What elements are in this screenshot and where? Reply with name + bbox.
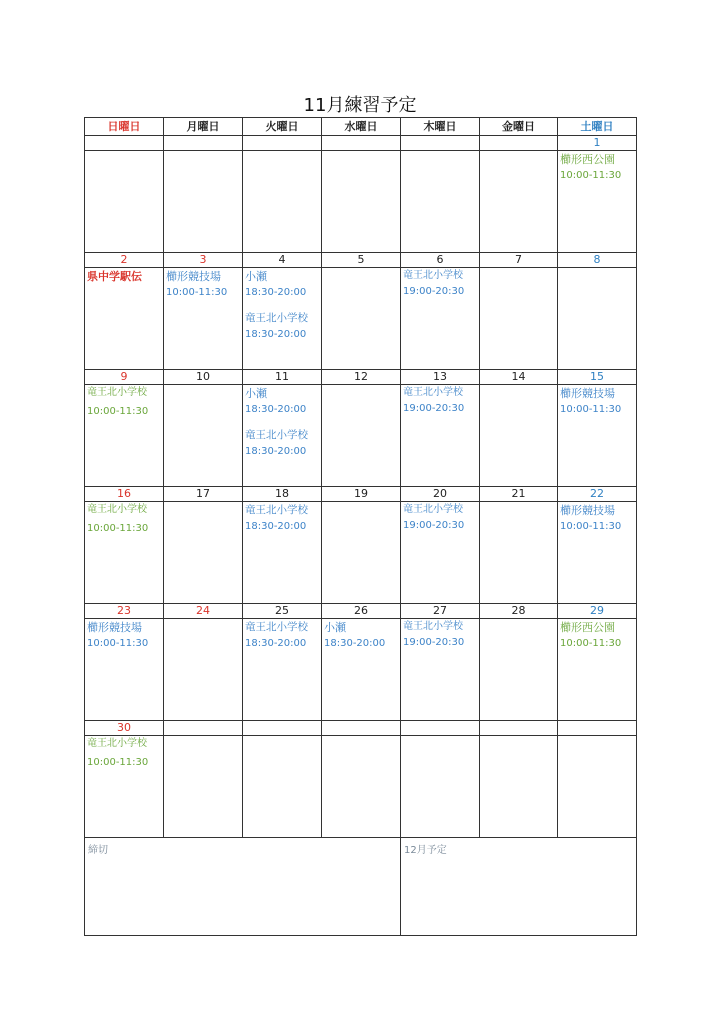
event-time: 10:00-11:30 bbox=[560, 170, 622, 181]
weekday-sat: 土曜日 bbox=[558, 118, 637, 136]
event-entry bbox=[401, 385, 479, 417]
event-location: 小瀬 bbox=[245, 270, 267, 283]
event-cell bbox=[164, 619, 243, 721]
date-cell: 5 bbox=[322, 253, 401, 268]
date-cell: 8 bbox=[558, 253, 637, 268]
event-cell bbox=[480, 151, 558, 253]
date-cell: 6 bbox=[401, 253, 480, 268]
week-1-events-row bbox=[85, 151, 637, 253]
event-cell bbox=[401, 151, 480, 253]
event-location: 小瀬 bbox=[324, 621, 346, 634]
event-cell bbox=[480, 268, 558, 370]
event-cell bbox=[243, 619, 322, 721]
event-cell bbox=[322, 619, 401, 721]
weekday-header-row bbox=[85, 118, 637, 136]
event-cell bbox=[322, 151, 401, 253]
week-4-date-row bbox=[85, 487, 637, 502]
week-6-events-row bbox=[85, 736, 637, 838]
date-cell bbox=[164, 721, 243, 736]
event-cell bbox=[558, 385, 637, 487]
event-entry bbox=[243, 385, 321, 460]
event-cell bbox=[243, 151, 322, 253]
date-cell: 27 bbox=[401, 604, 480, 619]
weekday-sun: 日曜日 bbox=[85, 118, 164, 136]
date-cell: 11 bbox=[243, 370, 322, 385]
event-time: 18:30-20:00 bbox=[245, 638, 307, 649]
event-cell bbox=[401, 619, 480, 721]
event-entry bbox=[243, 502, 321, 535]
event-location: 竜王北小学校 bbox=[87, 504, 147, 515]
week-2-date-row bbox=[85, 253, 637, 268]
event-cell bbox=[164, 268, 243, 370]
event-cell bbox=[322, 385, 401, 487]
event-cell bbox=[243, 385, 322, 487]
event-time: 18:30-20:00 bbox=[245, 446, 307, 457]
date-cell bbox=[164, 136, 243, 151]
date-cell: 16 bbox=[85, 487, 164, 502]
event-entry bbox=[401, 268, 479, 300]
event-cell bbox=[85, 151, 164, 253]
event-cell bbox=[558, 619, 637, 721]
event-time: 18:30-20:00 bbox=[245, 329, 307, 340]
weekday-wed: 水曜日 bbox=[322, 118, 401, 136]
event-cell bbox=[164, 502, 243, 604]
event-entry bbox=[85, 619, 163, 652]
date-cell: 1 bbox=[558, 136, 637, 151]
date-cell: 26 bbox=[322, 604, 401, 619]
weekday-fri: 金曜日 bbox=[480, 118, 558, 136]
week-6-date-row bbox=[85, 721, 637, 736]
event-location: 竜王北小学校 bbox=[403, 270, 463, 281]
event-entry bbox=[558, 151, 636, 184]
event-location: 竜王北小学校 bbox=[87, 387, 147, 398]
date-cell: 28 bbox=[480, 604, 558, 619]
event-entry bbox=[85, 385, 163, 421]
event-entry bbox=[558, 619, 636, 652]
date-cell bbox=[480, 136, 558, 151]
next-month-notes-cell bbox=[401, 838, 637, 936]
event-time: 18:30-20:00 bbox=[245, 287, 307, 298]
event-time: 10:00-11:30 bbox=[87, 523, 149, 534]
date-cell: 7 bbox=[480, 253, 558, 268]
event-entry bbox=[322, 619, 400, 652]
date-cell: 22 bbox=[558, 487, 637, 502]
event-cell bbox=[85, 268, 164, 370]
date-cell: 17 bbox=[164, 487, 243, 502]
event-entry bbox=[164, 268, 242, 301]
event-location: 竜王北小学校 bbox=[245, 312, 308, 324]
deadline-notes-cell bbox=[85, 838, 401, 936]
event-entry bbox=[85, 736, 163, 772]
event-cell bbox=[243, 736, 322, 838]
event-location: 櫛形競技場 bbox=[560, 387, 615, 400]
date-cell: 2 bbox=[85, 253, 164, 268]
date-cell: 14 bbox=[480, 370, 558, 385]
date-cell bbox=[243, 721, 322, 736]
date-cell: 10 bbox=[164, 370, 243, 385]
event-cell bbox=[85, 502, 164, 604]
event-cell bbox=[322, 268, 401, 370]
event-time: 19:00-20:30 bbox=[403, 637, 465, 648]
date-cell: 19 bbox=[322, 487, 401, 502]
date-cell bbox=[401, 136, 480, 151]
event-location: 櫛形競技場 bbox=[87, 621, 142, 634]
event-time: 19:00-20:30 bbox=[403, 286, 465, 297]
date-cell bbox=[401, 721, 480, 736]
date-cell bbox=[243, 136, 322, 151]
event-location: 竜王北小学校 bbox=[87, 738, 147, 749]
date-cell bbox=[322, 136, 401, 151]
event-location: 竜王北小学校 bbox=[403, 621, 463, 632]
week-1-date-row bbox=[85, 136, 637, 151]
event-cell bbox=[558, 268, 637, 370]
date-cell bbox=[322, 721, 401, 736]
event-time: 10:00-11:30 bbox=[560, 521, 622, 532]
event-cell bbox=[480, 619, 558, 721]
event-location: 櫛形西公園 bbox=[560, 621, 615, 634]
event-time: 19:00-20:30 bbox=[403, 520, 465, 531]
date-cell: 18 bbox=[243, 487, 322, 502]
event-cell bbox=[322, 736, 401, 838]
event-location: 竜王北小学校 bbox=[403, 504, 463, 515]
week-5-events-row bbox=[85, 619, 637, 721]
event-cell bbox=[243, 502, 322, 604]
date-cell bbox=[480, 721, 558, 736]
event-cell bbox=[401, 736, 480, 838]
event-entry bbox=[85, 502, 163, 538]
weekday-mon: 月曜日 bbox=[164, 118, 243, 136]
event-cell bbox=[401, 502, 480, 604]
event-cell bbox=[401, 268, 480, 370]
event-entry bbox=[85, 268, 163, 285]
event-time: 10:00-11:30 bbox=[560, 404, 622, 415]
event-time: 10:00-11:30 bbox=[560, 638, 622, 649]
date-cell: 24 bbox=[164, 604, 243, 619]
event-time: 18:30-20:00 bbox=[245, 404, 307, 415]
event-cell bbox=[164, 151, 243, 253]
date-cell: 4 bbox=[243, 253, 322, 268]
date-cell: 13 bbox=[401, 370, 480, 385]
event-location: 県中学駅伝 bbox=[87, 270, 142, 283]
event-cell bbox=[558, 151, 637, 253]
event-entry bbox=[558, 502, 636, 535]
date-cell: 30 bbox=[85, 721, 164, 736]
event-cell bbox=[164, 736, 243, 838]
event-entry bbox=[401, 502, 479, 534]
event-time: 18:30-20:00 bbox=[324, 638, 386, 649]
event-cell bbox=[85, 385, 164, 487]
event-cell bbox=[164, 385, 243, 487]
event-entry bbox=[243, 619, 321, 652]
event-cell bbox=[401, 385, 480, 487]
date-cell: 12 bbox=[322, 370, 401, 385]
date-cell: 23 bbox=[85, 604, 164, 619]
date-cell: 20 bbox=[401, 487, 480, 502]
event-cell bbox=[480, 502, 558, 604]
date-cell: 25 bbox=[243, 604, 322, 619]
deadline-label: 締切 bbox=[88, 845, 108, 856]
event-cell bbox=[558, 736, 637, 838]
event-location: 櫛形競技場 bbox=[166, 270, 221, 283]
week-2-events-row bbox=[85, 268, 637, 370]
page-title: 11月練習予定 bbox=[303, 95, 417, 116]
event-cell bbox=[480, 736, 558, 838]
weekday-tue: 火曜日 bbox=[243, 118, 322, 136]
date-cell bbox=[85, 136, 164, 151]
event-entry bbox=[558, 385, 636, 418]
date-cell bbox=[558, 721, 637, 736]
event-cell bbox=[480, 385, 558, 487]
event-cell bbox=[85, 736, 164, 838]
notes-row bbox=[85, 838, 637, 936]
event-time: 10:00-11:30 bbox=[166, 287, 228, 298]
event-location: 竜王北小学校 bbox=[245, 621, 308, 633]
next-month-label: 12月予定 bbox=[404, 845, 447, 856]
date-cell: 15 bbox=[558, 370, 637, 385]
week-3-events-row bbox=[85, 385, 637, 487]
week-4-events-row bbox=[85, 502, 637, 604]
calendar-table bbox=[84, 117, 637, 936]
event-cell bbox=[322, 502, 401, 604]
event-time: 10:00-11:30 bbox=[87, 638, 149, 649]
event-time: 10:00-11:30 bbox=[87, 757, 149, 768]
weekday-thu: 木曜日 bbox=[401, 118, 480, 136]
event-cell bbox=[558, 502, 637, 604]
week-3-date-row bbox=[85, 370, 637, 385]
event-cell bbox=[243, 268, 322, 370]
event-cell bbox=[85, 619, 164, 721]
event-location: 竜王北小学校 bbox=[245, 504, 308, 516]
event-location: 櫛形競技場 bbox=[560, 504, 615, 517]
event-location: 竜王北小学校 bbox=[403, 387, 463, 398]
date-cell: 29 bbox=[558, 604, 637, 619]
event-time: 18:30-20:00 bbox=[245, 521, 307, 532]
event-entry bbox=[243, 268, 321, 343]
event-time: 19:00-20:30 bbox=[403, 403, 465, 414]
date-cell: 21 bbox=[480, 487, 558, 502]
event-location: 小瀬 bbox=[245, 387, 267, 400]
date-cell: 3 bbox=[164, 253, 243, 268]
event-entry bbox=[401, 619, 479, 651]
event-location: 櫛形西公園 bbox=[560, 153, 615, 166]
event-location: 竜王北小学校 bbox=[245, 429, 308, 441]
event-time: 10:00-11:30 bbox=[87, 406, 149, 417]
week-5-date-row bbox=[85, 604, 637, 619]
date-cell: 9 bbox=[85, 370, 164, 385]
